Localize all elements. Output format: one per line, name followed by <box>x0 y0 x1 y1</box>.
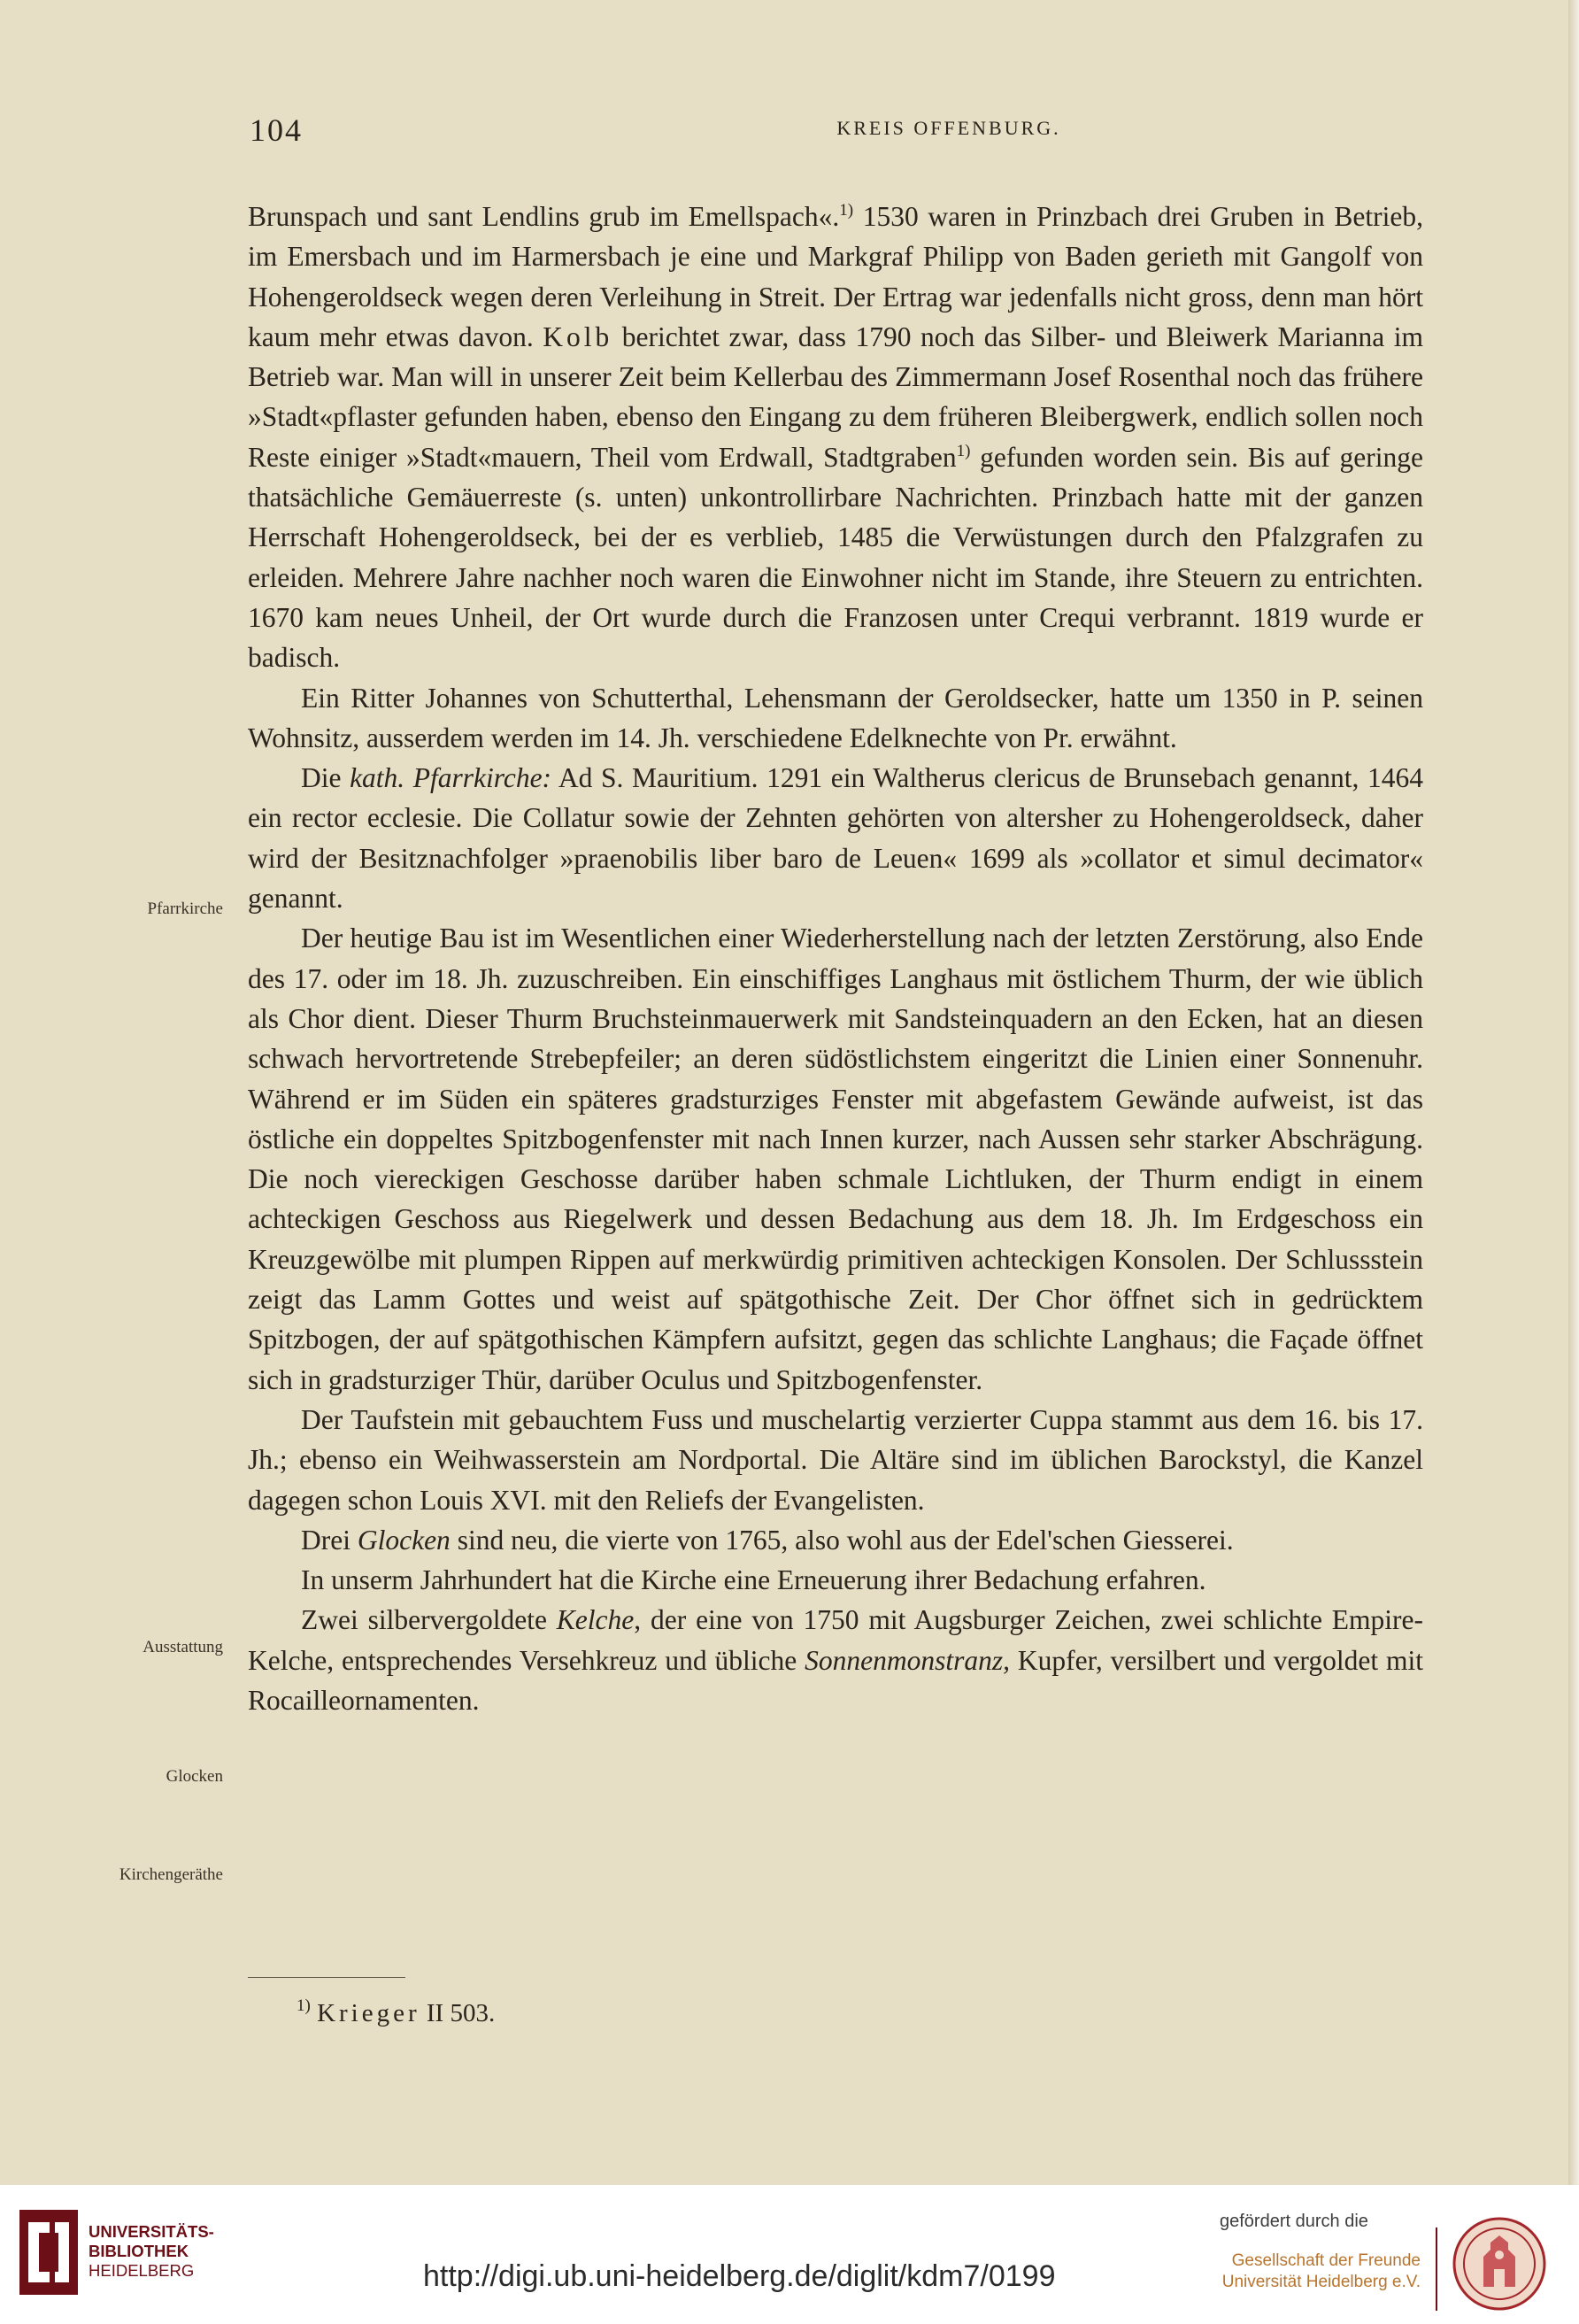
footnote-rule <box>248 1977 405 1978</box>
italic-heading: kath. Pfarrkirche: <box>350 762 552 794</box>
text-run: 1530 waren in Prinzbach drei Gruben in Betrieb, im Emersbach und im Harmersbach je eine und Markgraf Philipp von Baden gerieth mit Gangolf von Hohengeroldseck wegen deren Verleihung in Streit. Der Ertrag war jedenfalls nicht gross, denn man hört kaum mehr etwas davon. <box>248 201 1423 352</box>
footer-divider <box>1436 2227 1437 2311</box>
margin-note-ausstattung: Ausstattung <box>142 1638 223 1656</box>
funded-by-label: gefördert durch die <box>1220 2212 1368 2231</box>
paragraph-3 <box>248 758 1423 918</box>
body-text <box>248 197 1423 1720</box>
footnote-ref: 1) <box>956 441 971 460</box>
paragraph-7: In unserm Jahrhundert hat die Kirche eine Erneuerung ihrer Bedachung erfahren. <box>301 1564 1206 1596</box>
footnote-mark: 1) <box>297 1996 311 2015</box>
text-run: , der eine von 1750 mit Augsburger Zeichen, zwei schlichte Empire-Kelche, entsprechendes Versehkreuz und übliche <box>248 1604 1423 1676</box>
ub-logo-icon[interactable] <box>19 2210 78 2295</box>
text-run: Drei <box>301 1524 358 1556</box>
library-name-line-3: HEIDELBERG <box>89 2261 195 2280</box>
library-name[interactable] <box>89 2222 214 2281</box>
society-name[interactable] <box>1204 2251 1421 2293</box>
paragraph-1 <box>248 197 1423 678</box>
page-number: 104 <box>250 112 303 148</box>
library-name-line-1: UNIVERSITÄTS- <box>89 2222 214 2241</box>
margin-note-kirchengeraethe: Kirchengeräthe <box>119 1865 223 1884</box>
paragraph-4: Der heutige Bau ist im Wesentlichen einer Wiederherstellung nach der letzten Zerstörung, also Ende des 17. oder im 18. Jh. zuzuschreiben. Ein einschiffiges Langhaus mit östlichem Thurm, der wie üblich als Chor dient. Dieser Thurm Bruchsteinmauerwerk mit Sandsteinquadern an den Ecken, hat an diesen schwach hervortretende Strebepfeiler; an deren südöstlichstem eingeritzt die Linien einer Sonnenuhr. Während er im Süden ein späteres gradsturziges Fenster mit abgefastem Gewände aufweist, ist das östliche ein doppeltes Spitzbogenfenster mit nach Innen kurzer, nach Aussen sehr starker Abschrägung. Die noch viereckigen Geschosse darüber haben schmale Lichtluken, der Thurm endigt in einem achteckigen Geschoss aus Riegelwerk und dessen Bedachung aus dem 18. Jh. Im Erdgeschoss ein Kreuzgewölbe mit plumpen Rippen auf merkwürdig primitiven achteckigen Konsolen. Der Schlussstein zeigt das Lamm Gottes und weist auf spätgothische Zeit. Der Chor öffnet sich in gedrücktem Spitzbogen, der auf spätgothischen Kämpfern aufsitzt, gegen das schlichte Langhaus; die Façade öffnet sich in gradsturziger Thür, darüber Oculus und Spitzbogenfenster. <box>248 923 1423 1395</box>
library-name-line-2: BIBLIOTHEK <box>89 2242 189 2260</box>
text-run: Ad S. Mauritium. 1291 ein Waltherus clericus de Brunsebach genannt, 1464 ein rector ecclesie. Die Collatur sowie der Zehnten gehörten von altersher zu Hohengeroldseck, daher wird der Besitznachfolger »praenobilis liber baro de Leuen« 1699 als »collator et simul decimator« genannt. <box>248 762 1423 915</box>
italic-term: Sonnenmonstranz, <box>805 1644 1011 1676</box>
text-run: gefunden worden sein. Bis auf geringe thatsächliche Gemäuerreste (s. unten) unkontrollirbare Nachrichten. Prinzbach hatte mit der ganzen Herrschaft Hohengeroldseck, bei der es verblieb, 1485 die Verwüstungen durch den Pfalzgrafen zu erleiden. Mehrere Jahre nachher noch waren die Einwohner nicht im Stande, ihre Steuern zu entrichten. 1670 kam neues Unheil, der Ort wurde durch die Franzosen unter Crequi verbrannt. 1819 wurde er badisch. <box>248 441 1423 674</box>
paragraph-6 <box>248 1520 1423 1560</box>
text-run: berichtet zwar, dass 1790 noch das Silber- und Bleiwerk Marianna im Betrieb war. Man will in unserer Zeit beim Kellerbau des Zimmermann Josef Rosenthal noch das frühere »Stadt«pflaster gefunden haben, ebenso den Eingang zu dem früheren Bleibergwerk, endlich sollen noch Reste einiger »Stadt«mauern, Theil vom Erdwall, Stadtgraben <box>248 320 1423 473</box>
paragraph-5: Der Taufstein mit gebauchtem Fuss und muschelartig verzierter Cuppa stammt aus dem 16. bis 17. Jh.; ebenso ein Weihwasserstein am Nordportal. Die Altäre sind im üblichen Barockstyl, die Kanzel dagegen schon Louis XVI. mit den Reliefs der Evangelisten. <box>248 1403 1423 1516</box>
page-header <box>241 112 1427 156</box>
society-name-line-2: Universität Heidelberg e.V. <box>1221 2273 1421 2291</box>
margin-note-pfarrkirche: Pfarrkirche <box>147 899 223 918</box>
text-run: Kupfer, versilbert und vergoldet mit Rocailleornamenten. <box>248 1644 1423 1716</box>
footnote-ref: 1) <box>839 201 854 220</box>
margin-note-glocken: Glocken <box>166 1767 223 1786</box>
text-run: Die <box>301 762 350 794</box>
italic-term: Glocken <box>357 1524 451 1556</box>
text-run: Brunspach und sant Lendlins grub im Emellspach«. <box>248 201 840 232</box>
page-edge <box>1568 0 1579 2185</box>
text-run: Zwei silbervergoldete <box>301 1604 557 1636</box>
paragraph-8 <box>248 1600 1423 1720</box>
text-run: sind neu, die vierte von 1765, also wohl aus der Edel'schen Giesserei. <box>450 1524 1234 1556</box>
permalink-url[interactable]: http://digi.ub.uni-heidelberg.de/diglit/kdm7/0199 <box>423 2259 1056 2293</box>
university-seal-icon[interactable] <box>1452 2216 1547 2312</box>
running-title: KREIS OFFENBURG. <box>836 117 1061 139</box>
footnote-text: II 503. <box>420 1999 496 2027</box>
footnote <box>297 1996 495 2031</box>
society-name-line-1: Gesellschaft der Freunde <box>1231 2251 1421 2270</box>
spaced-name: Kolb <box>543 320 613 352</box>
italic-term: Kelche <box>556 1604 635 1636</box>
footer-bar <box>0 2185 1579 2324</box>
footnote-author: Krieger <box>317 1999 420 2027</box>
paragraph-2: Ein Ritter Johannes von Schutterthal, Lehensmann der Geroldsecker, hatte um 1350 in P. seinen Wohnsitz, ausserdem werden im 14. Jh. verschiedene Edelknechte von Pr. erwähnt. <box>248 682 1423 753</box>
